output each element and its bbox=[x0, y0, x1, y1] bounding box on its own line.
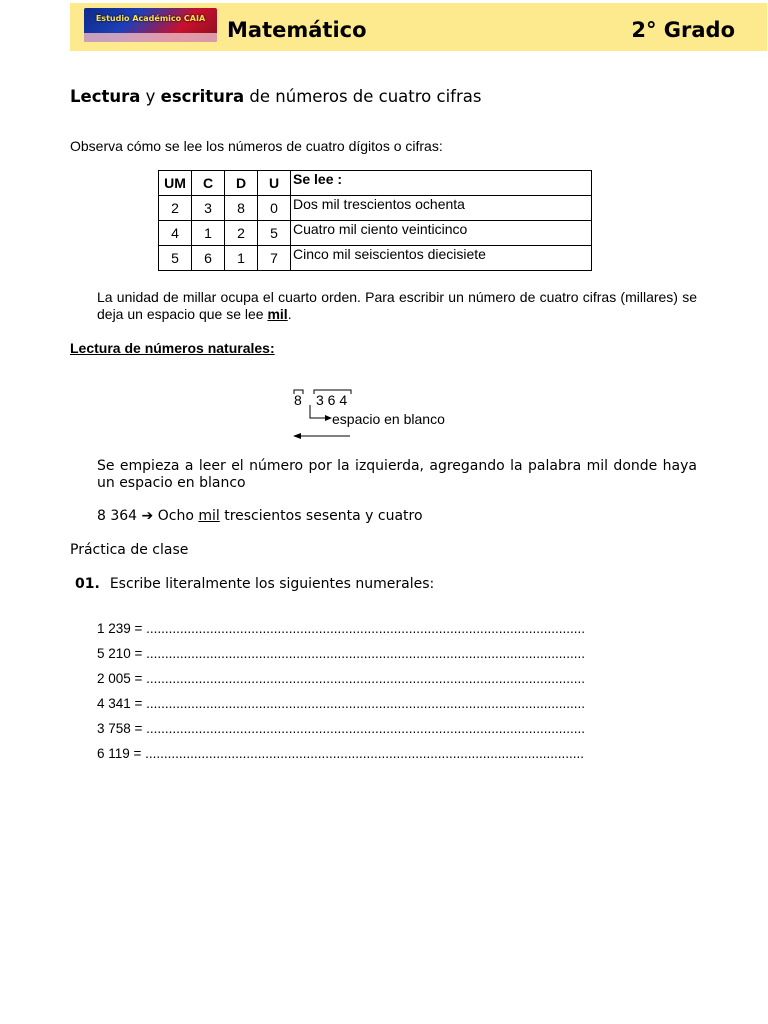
school-logo bbox=[84, 8, 217, 42]
exercise-instruction: Escribe literalmente los siguientes numerales: bbox=[109, 576, 435, 592]
title-word-lectura: Lectura bbox=[70, 87, 141, 106]
header-um: UM bbox=[159, 171, 192, 196]
cell-d: 2 bbox=[225, 221, 258, 246]
lesson-title bbox=[70, 87, 481, 106]
header-c: C bbox=[192, 171, 225, 196]
answer-line[interactable]: 5 210 = ..................................................................................................................... bbox=[97, 646, 586, 661]
answer-line[interactable]: 1 239 = ..................................................................................................................... bbox=[97, 621, 586, 636]
exercise-01 bbox=[75, 576, 434, 592]
cell-d: 1 bbox=[225, 246, 258, 271]
example-number: 8 364 bbox=[97, 508, 138, 524]
exercise-number: 01. bbox=[75, 576, 100, 592]
example-mil: mil bbox=[198, 508, 220, 524]
intro-text: Observa cómo se lee los números de cuatro dígitos o cifras: bbox=[70, 138, 443, 154]
table-row bbox=[159, 221, 592, 246]
cell-se-lee: Dos mil trescientos ochenta bbox=[291, 196, 592, 221]
cell-um: 4 bbox=[159, 221, 192, 246]
cell-c: 6 bbox=[192, 246, 225, 271]
section-subtitle: Lectura de números naturales: bbox=[70, 340, 275, 356]
diagram-thousands-digit: 8 bbox=[294, 392, 302, 408]
title-word-y: y bbox=[140, 87, 161, 106]
answer-line[interactable]: 2 005 = ..................................................................................................................... bbox=[97, 671, 586, 686]
subject-title: Matemático bbox=[227, 18, 367, 42]
cell-d: 8 bbox=[225, 196, 258, 221]
table-row bbox=[159, 196, 592, 221]
place-value-table bbox=[158, 170, 592, 271]
example-w2: trescientos sesenta y cuatro bbox=[219, 508, 423, 524]
table-header-row bbox=[159, 171, 592, 196]
grade-title: 2° Grado bbox=[631, 18, 735, 42]
title-rest: de números de cuatro cifras bbox=[244, 87, 482, 106]
diagram-space-label: espacio en blanco bbox=[332, 411, 445, 427]
header-se-lee: Se lee : bbox=[291, 171, 592, 196]
answer-line[interactable]: 4 341 = ..................................................................................................................... bbox=[97, 696, 586, 711]
diagram-remaining-digits: 3 6 4 bbox=[316, 392, 348, 408]
para1-mil: mil bbox=[267, 306, 288, 322]
cell-c: 1 bbox=[192, 221, 225, 246]
header-u: U bbox=[258, 171, 291, 196]
cell-se-lee: Cinco mil seiscientos diecisiete bbox=[291, 246, 592, 271]
logo-band bbox=[84, 33, 217, 42]
cell-se-lee: Cuatro mil ciento veinticinco bbox=[291, 221, 592, 246]
reading-example bbox=[97, 508, 423, 524]
cell-um: 2 bbox=[159, 196, 192, 221]
cell-u: 7 bbox=[258, 246, 291, 271]
arrow-icon: ➔ bbox=[141, 508, 154, 524]
example-w1: Ocho bbox=[153, 508, 199, 524]
answer-line[interactable]: 3 758 = ..................................................................................................................... bbox=[97, 721, 586, 736]
header-d: D bbox=[225, 171, 258, 196]
practice-heading: Práctica de clase bbox=[70, 542, 189, 558]
cell-um: 5 bbox=[159, 246, 192, 271]
answer-lines bbox=[97, 620, 585, 770]
para1-end: . bbox=[287, 306, 292, 322]
reading-explanation: Se empieza a leer el número por la izquierda, agregando la palabra mil donde haya un espacio en blanco bbox=[97, 458, 697, 491]
title-word-escritura: escritura bbox=[160, 87, 245, 106]
para1-text: La unidad de millar ocupa el cuarto orden. Para escribir un número de cuatro cifras (millares) se deja un espacio que se lee bbox=[97, 289, 697, 322]
table-row bbox=[159, 246, 592, 271]
reading-diagram bbox=[285, 383, 485, 448]
cell-u: 0 bbox=[258, 196, 291, 221]
cell-c: 3 bbox=[192, 196, 225, 221]
answer-line[interactable]: 6 119 = ..................................................................................................................... bbox=[97, 746, 585, 761]
cell-u: 5 bbox=[258, 221, 291, 246]
logo-text: Estudio Académico CAIA bbox=[95, 14, 206, 23]
millar-explanation bbox=[97, 289, 697, 323]
